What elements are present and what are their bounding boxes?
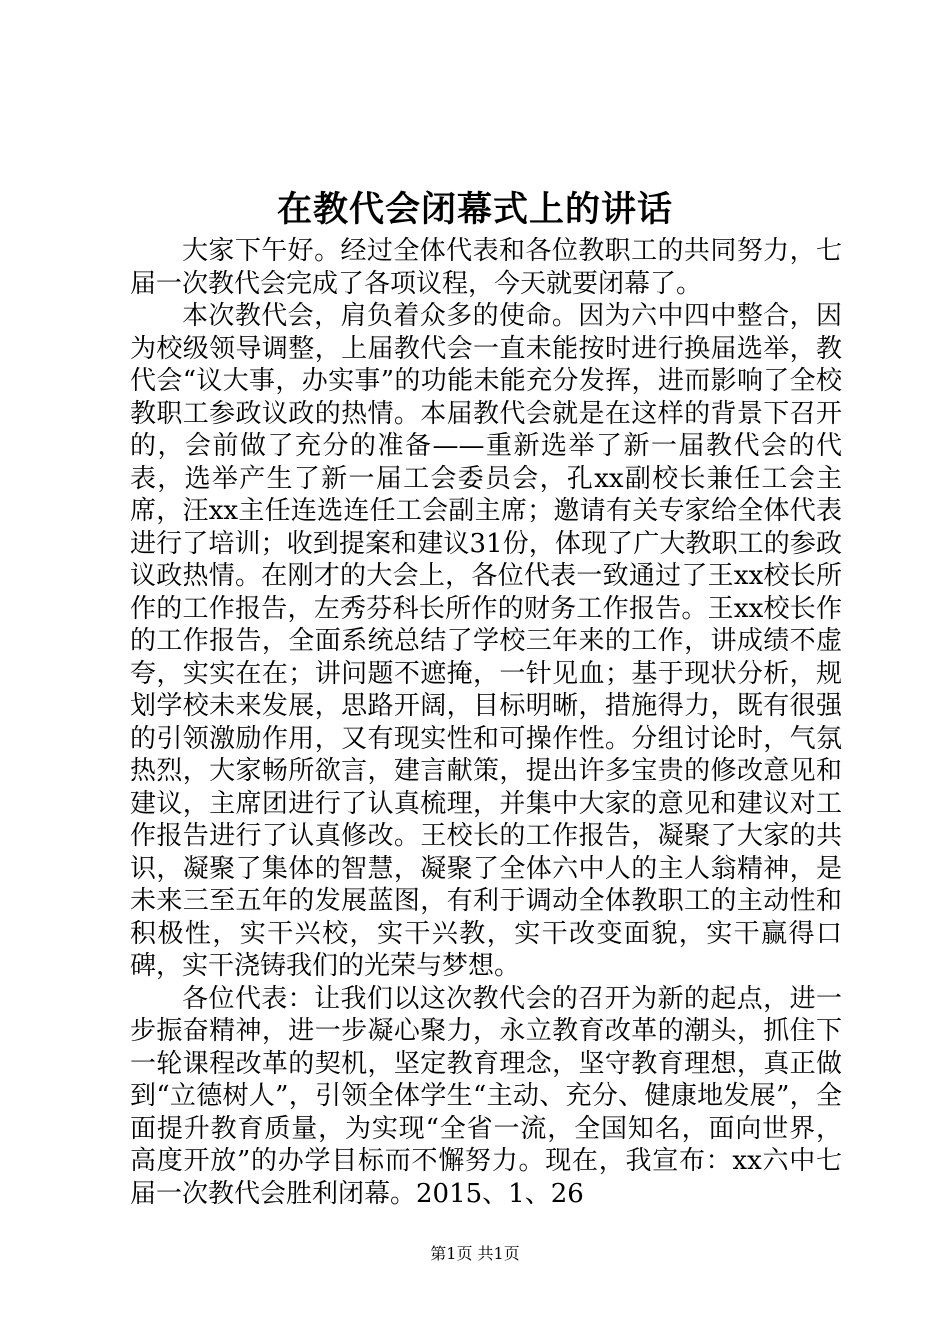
paragraph-closing: 各位代表：让我们以这次教代会的召开为新的起点，进一步振奋精神，进一步凝心聚力，永立教育改革的潮头，抓住下一轮课程改革的契机，坚定教育理念，坚守教育理想，真正做到“立德树人”，引领全体学生“主动、充分、健康地发展”，全面提升教育质量，为实现“全省一流，全国知名，面向世界，高度开放”的办学目标而不懈努力。现在，我宣布：xx六中七届一次教代会胜利闭幕。2015、1、26 [130,983,842,1209]
paragraph-greeting: 大家下午好。经过全体代表和各位教职工的共同努力，七届一次教代会完成了各项议程，今天就要闭幕了。 [130,236,842,299]
page-footer: 第1页 共1页 [430,1244,520,1263]
document-body [130,235,842,1210]
paragraph-main: 本次教代会，肩负着众多的使命。因为六中四中整合，因为校级领导调整，上届教代会一直未能按时进行换届选举，教代会“议大事，办实事”的功能未能充分发挥，进而影响了全校教职工参政议政的热情。本届教代会就是在这样的背景下召开的，会前做了充分的准备——重新选举了新一届教代会的代表，选举产生了新一届工会委员会，孔xx副校长兼任工会主席，汪xx主任连选连任工会副主席；邀请有关专家给全体代表进行了培训；收到提案和建议31份，体现了广大教职工的参政议政热情。在刚才的大会上，各位代表一致通过了王xx校长所作的工作报告，左秀芬科长所作的财务工作报告。王xx校长作的工作报告，全面系统总结了学校三年来的工作，讲成绩不虚夸，实实在在；讲问题不遮掩，一针见血；基于现状分析，规划学校未来发展，思路开阔，目标明晰，措施得力，既有很强的引领激励作用，又有现实性和可操作性。分组讨论时，气氛热烈，大家畅所欲言，建言献策，提出许多宝贵的修改意见和建议，主席团进行了认真梳理，并集中大家的意见和建议对工作报告进行了认真修改。王校长的工作报告，凝聚了大家的共识，凝聚了集体的智慧，凝聚了全体六中人的主人翁精神，是未来三至五年的发展蓝图，有利于调动全体教职工的主动性和积极性，实干兴校，实干兴教，实干改变面貌，实干赢得口碑，实干浇铸我们的光荣与梦想。 [130,301,842,981]
document-title: 在教代会闭幕式上的讲话 [276,189,673,230]
